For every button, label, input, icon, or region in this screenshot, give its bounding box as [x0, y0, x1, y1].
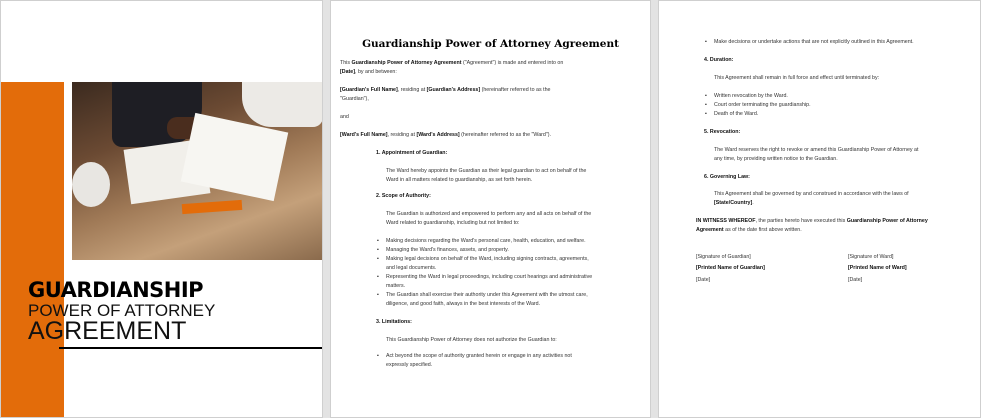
section-heading: 5. Revocation:: [704, 129, 741, 135]
t: ("Agreement") is made and entered into on: [461, 60, 564, 66]
t: [Date]: [340, 69, 356, 75]
cover-page: [0, 0, 323, 418]
orange-accent-bar: [1, 82, 64, 418]
t: , by and between:: [355, 69, 397, 75]
t: and legal documents.: [386, 265, 437, 271]
cover-divider: [59, 347, 323, 349]
list-item: ▪ Court order terminating the guardianship.: [714, 101, 811, 110]
cover-title-line1: GUARDIANSHIP: [28, 278, 204, 302]
cover-photo: [72, 82, 323, 260]
t: , residing at: [397, 87, 427, 93]
t: Ward related to guardianship, including but not limited to:: [386, 220, 520, 226]
list-item: ▪ Managing the Ward's finances, assets, and property.: [386, 246, 509, 255]
list-item: ▪ Make decisions or undertake actions that are not explicitly outlined in this Agreement.: [714, 38, 914, 47]
section-heading: 3. Limitations:: [376, 319, 412, 325]
section-heading: 1. Appointment of Guardian:: [376, 150, 448, 156]
t: expressly specified.: [386, 362, 433, 368]
t: diligence, and good faith, always in the best interests of the Ward.: [386, 301, 541, 307]
cover-title-line3: AGREEMENT: [28, 317, 187, 345]
t: Guardianship Power of Attorney: [846, 218, 928, 224]
t: .: [752, 200, 754, 206]
t: , residing at: [387, 132, 417, 138]
section-heading: 6. Governing Law:: [704, 174, 750, 180]
t: and: [340, 114, 349, 120]
t: This: [340, 60, 352, 66]
t: matters.: [386, 283, 406, 289]
t: [Guardian's Address]: [426, 87, 481, 93]
ward-date: [Date]: [848, 277, 863, 283]
t: Ward in all matters related to guardianship, as set forth herein.: [386, 177, 533, 183]
ward-printed-name: [Printed Name of Ward]: [848, 265, 907, 271]
list-item: ▪ The Guardian shall exercise their authority under this Agreement with the utmost care,: [386, 291, 588, 300]
t: [Ward's Address]: [416, 132, 460, 138]
t: [Guardian's Full Name]: [340, 87, 398, 93]
ward-signature-line: [Signature of Ward]: [848, 254, 894, 260]
list-item: ▪ Making decisions regarding the Ward's personal care, health, education, and welfare.: [386, 237, 586, 246]
list-item: ▪ Written revocation by the Ward.: [714, 92, 788, 101]
t: (hereinafter referred to as the "Ward").: [459, 132, 551, 138]
t: [Ward's Full Name]: [340, 132, 388, 138]
section-heading: 2. Scope of Authority:: [376, 193, 431, 199]
page-3: [658, 0, 981, 418]
t: IN WITNESS WHEREOF: [696, 218, 756, 224]
t: any time, by providing written notice to the Guardian.: [714, 156, 838, 162]
t: The Guardian is authorized and empowered to perform any and all acts on behalf of the: [386, 211, 592, 217]
t: "Guardian"),: [340, 96, 369, 102]
t: The Ward hereby appoints the Guardian as their legal guardian to act on behalf of the: [386, 168, 587, 174]
t: Agreement: [696, 227, 724, 233]
list-item: ▪ Representing the Ward in legal proceedings, including court hearings and administrative: [386, 273, 592, 282]
guardian-date: [Date]: [696, 277, 711, 283]
t: (hereinafter referred to as the: [480, 87, 551, 93]
t: Guardianship Power of Attorney Agreement: [351, 60, 462, 66]
t: This Guardianship Power of Attorney does not authorize the Guardian to:: [386, 337, 557, 343]
cover-title-line2: POWER OF ATTORNEY: [28, 301, 216, 320]
cover-title: [28, 280, 215, 344]
section-heading: 4. Duration:: [704, 57, 734, 63]
guardian-printed-name: [Printed Name of Guardian]: [696, 265, 765, 271]
document-title: Guardianship Power of Attorney Agreement: [362, 38, 619, 50]
t: The Ward reserves the right to revoke or amend this Guardianship Power of Attorney at: [714, 147, 919, 153]
list-item: ▪ Making legal decisions on behalf of the Ward, including signing contracts, agreements,: [386, 255, 589, 264]
page-2: [330, 0, 651, 418]
t: This Agreement shall be governed by and construed in accordance with the laws of: [714, 191, 909, 197]
list-item: ▪ Act beyond the scope of authority granted herein or engage in any activities not: [386, 352, 572, 361]
guardian-signature-line: [Signature of Guardian]: [696, 254, 751, 260]
list-item: ▪ Death of the Ward.: [714, 110, 758, 119]
t: [State/Country]: [714, 200, 753, 206]
t: as of the date first above written.: [723, 227, 802, 233]
t: , the parties hereto have executed this: [755, 218, 847, 224]
t: This Agreement shall remain in full force and effect until terminated by:: [714, 75, 880, 81]
